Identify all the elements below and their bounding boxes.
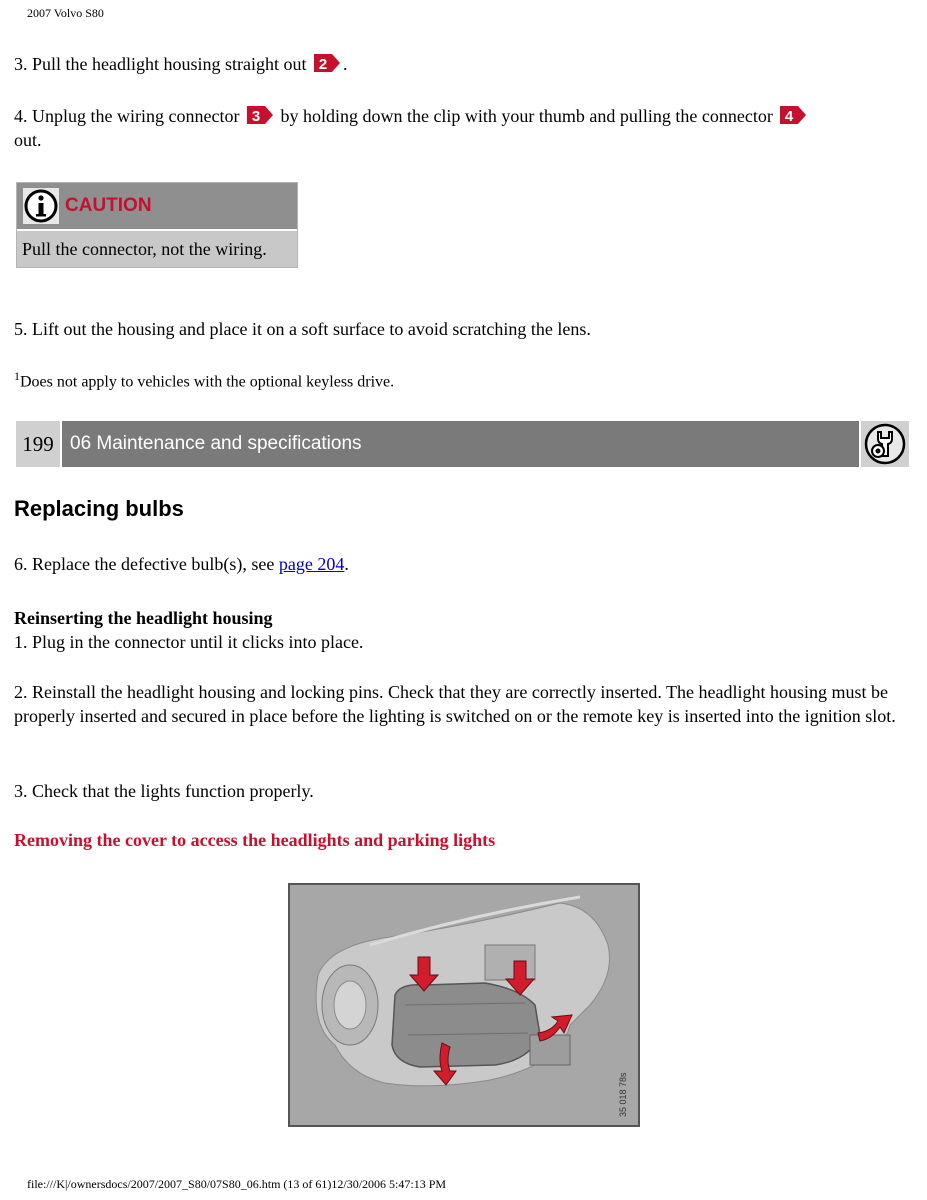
caution-header: [17, 183, 297, 231]
svg-text:2: 2: [318, 56, 328, 73]
cover-heading: Removing the cover to access the headlights and parking lights: [14, 830, 496, 850]
page-heading: Replacing bulbs: [14, 496, 184, 521]
step-6-replace: 6. Replace the defective bulb(s), see page 204.: [14, 554, 349, 574]
wrench-icon: [864, 423, 906, 465]
info-icon: [23, 188, 59, 224]
step-5-lift: 5. Lift out the housing and place it on a soft surface to avoid scratching the lens.: [14, 319, 591, 339]
reinsert-step-3: 3. Check that the lights function properly.: [14, 781, 314, 801]
callout-4-icon: [779, 104, 807, 126]
step-4-unplug: 4. Unplug the wiring connector 3 by holding down the clip with your thumb and pulling the connector 4 out.: [14, 104, 904, 152]
svg-text:4: 4: [785, 108, 794, 125]
document-title: 2007 Volvo S80: [27, 6, 104, 20]
reinsert-step-2: 2. Reinstall the headlight housing and locking pins. Check that they are correctly inserted. The headlight housing must be properly inserted and secured in place before the lighting is switched on or the remote key is inserted into the ignition slot.: [14, 682, 896, 726]
callout-2-icon: [313, 52, 341, 74]
reinsert-heading: Reinserting the headlight housing: [14, 608, 273, 628]
step-3-pull: 3. Pull the headlight housing straight out 2 .: [14, 54, 348, 74]
callout-3-icon: [246, 104, 274, 126]
headlight-drawing: [290, 885, 638, 1125]
page-number: 199: [16, 421, 62, 467]
section-icon-container: [859, 421, 909, 467]
page-204-link[interactable]: page 204: [278, 554, 345, 574]
caution-box: [16, 182, 298, 268]
section-title: 06 Maintenance and specifications: [70, 433, 362, 454]
section-bar: [16, 421, 909, 467]
caution-title: CAUTION: [65, 195, 152, 216]
footnote-text: Does not apply to vehicles with the optional keyless drive.: [20, 373, 395, 391]
file-path-footer: file:///K|/ownersdocs/2007/2007_S80/07S80_06.htm (13 of 61)12/30/2006 5:47:13 PM: [27, 1177, 447, 1191]
reinsert-step-1: 1. Plug in the connector until it clicks into place.: [14, 632, 364, 652]
footnote-mark: 1: [14, 369, 20, 383]
caution-text: Pull the connector, not the wiring.: [22, 239, 267, 259]
headlight-illustration: [288, 883, 640, 1127]
figure-code: 35 018 78s: [618, 1072, 628, 1117]
footnote: [14, 369, 394, 391]
svg-text:3: 3: [251, 108, 261, 125]
